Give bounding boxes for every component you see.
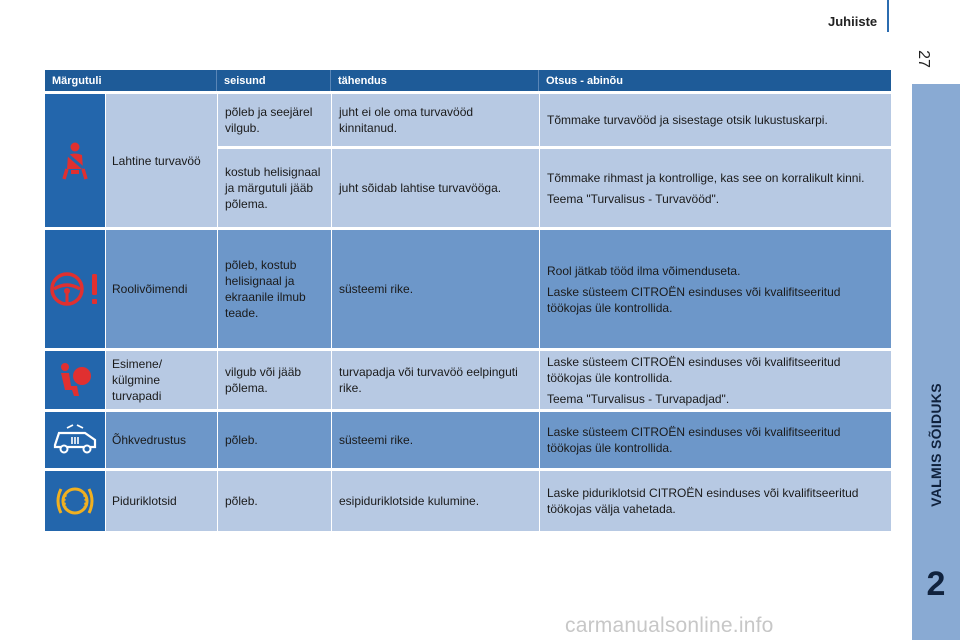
action-text: Tõmmake turvavööd ja sisestage otsik lukustuskarpi. bbox=[547, 113, 828, 127]
action-text: Tõmmake rihmast ja kontrollige, kas see on korralikult kinni. bbox=[547, 170, 865, 185]
action-text: Laske süsteem CITROËN esinduses või kvalifitseeritud töökojas üle kontrollida. bbox=[547, 284, 841, 315]
meaning-cell bbox=[331, 149, 539, 227]
state-cell bbox=[217, 412, 331, 468]
power-steering-warning-icon bbox=[45, 230, 105, 348]
row-details bbox=[217, 351, 891, 409]
table-header bbox=[45, 70, 891, 91]
watermark: carmanualsonline.info bbox=[565, 614, 774, 637]
meaning-text: juht sõidab lahtise turvavööga. bbox=[339, 181, 502, 195]
warning-lights-table bbox=[45, 70, 891, 531]
chapter-label: VALMIS SÕIDUKS bbox=[928, 383, 944, 507]
table-row bbox=[45, 94, 891, 227]
action-text: Rool jätkab tööd ilma võimenduseta. bbox=[547, 263, 741, 278]
action-text: Laske süsteem CITROËN esinduses või kvalifitseeritud töökojas üle kontrollida. bbox=[547, 354, 841, 385]
state-text: põleb, kostub helisignaal ja ekraanile ilmub teade. bbox=[225, 258, 306, 320]
meaning-text: süsteemi rike. bbox=[339, 282, 414, 296]
table-row bbox=[45, 230, 891, 348]
header-state: seisund bbox=[217, 70, 331, 91]
action-cell bbox=[539, 149, 891, 227]
indicator-name: Roolivõimendi bbox=[105, 230, 217, 348]
detail-row bbox=[217, 146, 891, 227]
seatbelt-icon bbox=[45, 94, 105, 227]
meaning-cell bbox=[331, 230, 539, 348]
state-text: kostub helisignaal ja märgutuli jääb põlema. bbox=[225, 165, 321, 211]
state-text: põleb ja seejärel vilgub. bbox=[225, 105, 313, 135]
meaning-text: turvapadja või turvavöö eelpinguti rike. bbox=[339, 365, 518, 395]
airbag-icon bbox=[45, 351, 105, 409]
meaning-cell bbox=[331, 94, 539, 146]
brake-pad-wear-icon bbox=[45, 471, 105, 531]
row-details bbox=[217, 230, 891, 348]
header-meaning: tähendus bbox=[331, 70, 539, 91]
state-cell bbox=[217, 94, 331, 146]
air-suspension-icon bbox=[45, 412, 105, 468]
meaning-text: süsteemi rike. bbox=[339, 433, 414, 447]
header-action: Otsus - abinõu bbox=[546, 74, 623, 87]
action-text: Laske piduriklotsid CITROËN esinduses või kvalifitseeritud töökojas välja vahetada. bbox=[547, 486, 859, 516]
header-rule bbox=[887, 0, 889, 32]
action-cell bbox=[539, 412, 891, 468]
row-details bbox=[217, 471, 891, 531]
action-text: Teema "Turvalisus - Turvavööd". bbox=[547, 191, 720, 206]
meaning-cell bbox=[331, 351, 539, 409]
action-cell bbox=[539, 230, 891, 348]
state-text: põleb. bbox=[225, 433, 258, 447]
table-row bbox=[45, 412, 891, 468]
detail-row bbox=[217, 230, 891, 348]
page-number: 27 bbox=[914, 50, 932, 68]
chapter-side-tab bbox=[912, 84, 960, 640]
state-cell bbox=[217, 149, 331, 227]
row-details bbox=[217, 412, 891, 468]
action-cell bbox=[539, 351, 891, 409]
table-row bbox=[45, 471, 891, 531]
section-title: Juhiiste bbox=[828, 14, 878, 29]
meaning-cell bbox=[331, 412, 539, 468]
detail-row bbox=[217, 412, 891, 468]
indicator-name: Lahtine turvavöö bbox=[105, 94, 217, 227]
meaning-text: esipiduriklotside kulumine. bbox=[339, 494, 480, 508]
indicator-name: Piduriklotsid bbox=[105, 471, 217, 531]
header-indicator: Märgutuli bbox=[45, 70, 217, 91]
indicator-name: Õhkvedrustus bbox=[105, 412, 217, 468]
detail-row bbox=[217, 94, 891, 146]
state-cell bbox=[217, 351, 331, 409]
state-cell bbox=[217, 471, 331, 531]
state-text: vilgub või jääb põlema. bbox=[225, 365, 302, 395]
detail-row bbox=[217, 351, 891, 409]
state-text: põleb. bbox=[225, 494, 258, 508]
state-cell bbox=[217, 230, 331, 348]
action-text: Teema "Turvalisus - Turvapadjad". bbox=[547, 391, 730, 406]
table-row bbox=[45, 351, 891, 409]
chapter-number: 2 bbox=[926, 565, 946, 603]
row-details bbox=[217, 94, 891, 227]
action-cell bbox=[539, 94, 891, 146]
detail-row bbox=[217, 471, 891, 531]
indicator-name: Esimene/ külgmine turvapadi bbox=[105, 351, 217, 409]
meaning-cell bbox=[331, 471, 539, 531]
action-cell bbox=[539, 471, 891, 531]
meaning-text: juht ei ole oma turvavööd kinnitanud. bbox=[339, 105, 474, 135]
action-text: Laske süsteem CITROËN esinduses või kvalifitseeritud töökojas üle kontrollida. bbox=[547, 425, 841, 455]
